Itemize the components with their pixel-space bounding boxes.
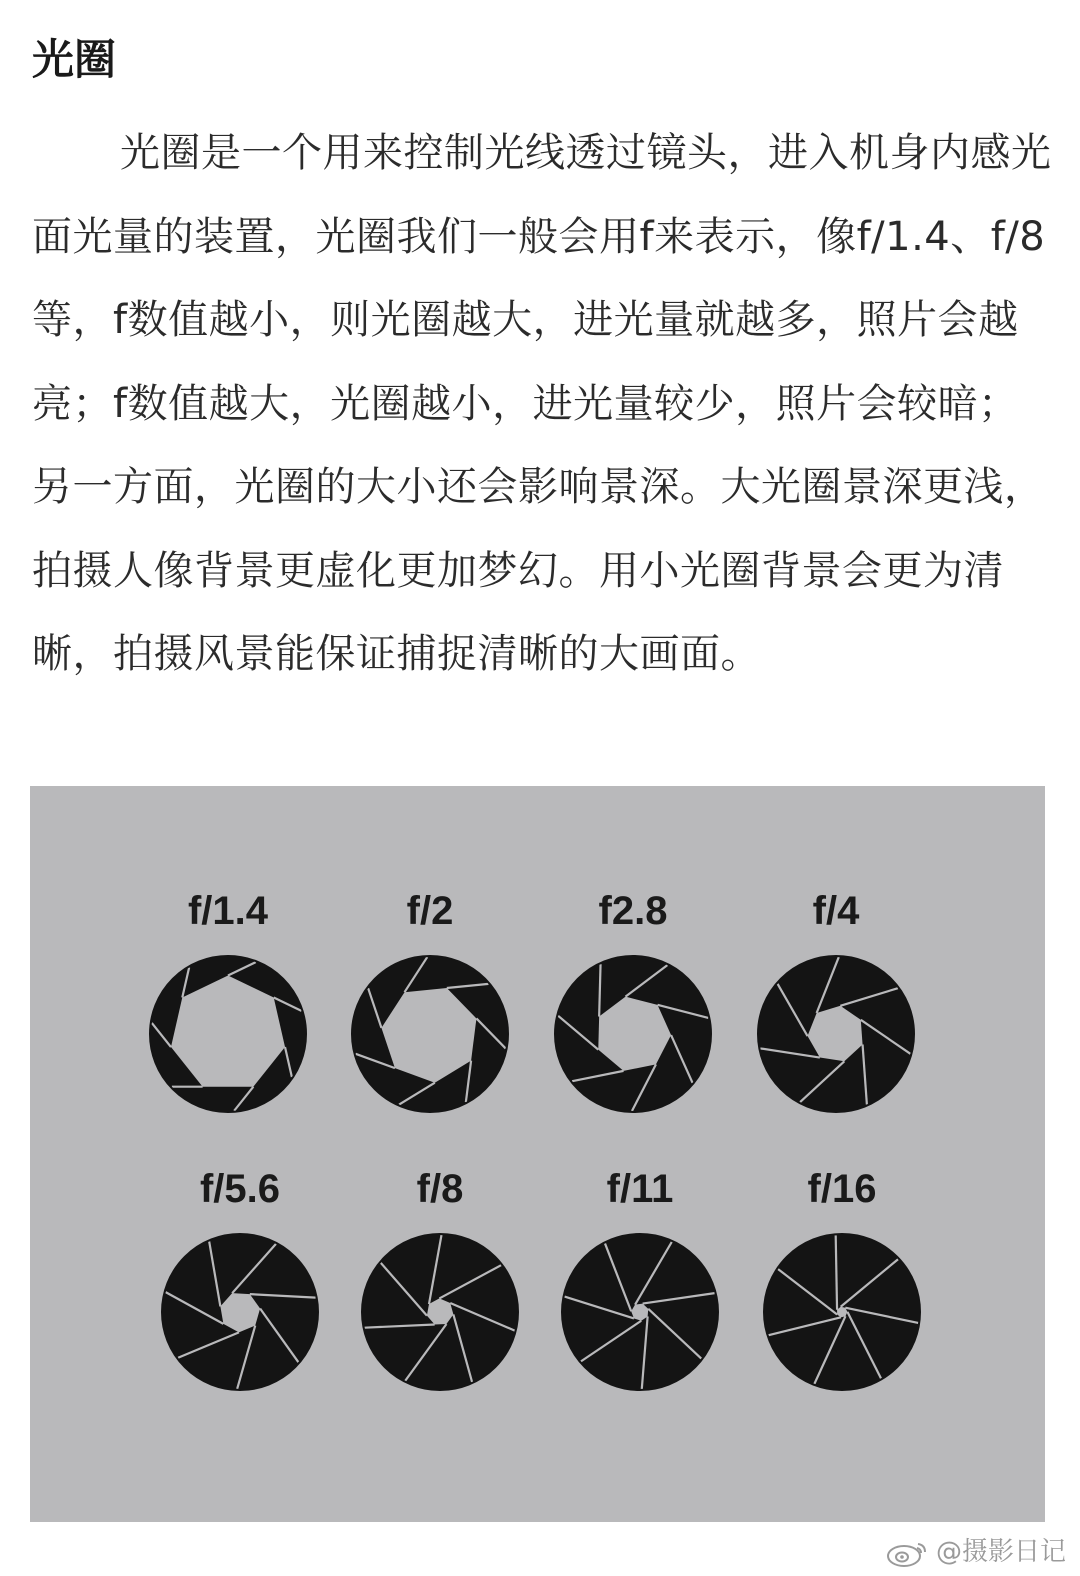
article-paragraph: 光圈是一个用来控制光线透过镜头，进入机身内感光面光量的装置，光圈我们一般会用f来表示，像f/1.4、f/8等，f数值越小，则光圈越大，进光量就越多，照片会越亮；f数值越大，光圈越小，进光量较少，照片会较暗；另一方面，光圈的大小还会影响景深。大光圈景深更浅，拍摄人像背景更虚化更加梦幻。用小光圈背景会更为清晰，拍摄风景能保证捕捉清晰的大画面。 [32, 130, 1052, 677]
aperture-label: f/8 [416, 1167, 464, 1211]
aperture-f1-4 [138, 886, 318, 1126]
aperture-diaphragm-icon [756, 954, 916, 1114]
aperture-blade-edge [836, 1235, 837, 1309]
aperture-f2 [340, 886, 520, 1126]
aperture-f8 [350, 1164, 530, 1404]
aperture-f16 [752, 1164, 932, 1404]
aperture-label: f/11 [606, 1167, 674, 1211]
aperture-diaphragm-icon [360, 1232, 520, 1392]
aperture-diaphragm-icon [553, 954, 713, 1114]
article-title: 光圈 [32, 35, 117, 84]
watermark [884, 1534, 1066, 1570]
aperture-diaphragm-icon [762, 1232, 922, 1392]
aperture-label: f/2 [406, 889, 454, 933]
aperture-diaphragm-icon [148, 954, 308, 1114]
aperture-figure [30, 786, 1045, 1522]
aperture-label: f/5.6 [199, 1167, 281, 1211]
watermark-text: @摄影日记 [935, 1537, 1066, 1567]
aperture-label: f/1.4 [187, 889, 269, 933]
aperture-blade-edge [599, 964, 600, 1016]
aperture-diaphragm-icon [160, 1232, 320, 1392]
aperture-f5-6 [150, 1164, 330, 1404]
aperture-diaphragm-icon [350, 954, 510, 1114]
aperture-f2-8 [543, 886, 723, 1126]
aperture-label: f/4 [812, 889, 860, 933]
aperture-label: f/16 [807, 1167, 877, 1211]
aperture-label: f2.8 [598, 889, 668, 933]
weibo-icon [884, 1538, 930, 1568]
aperture-f11 [550, 1164, 730, 1404]
aperture-f4 [746, 886, 926, 1126]
aperture-diaphragm-icon [560, 1232, 720, 1392]
